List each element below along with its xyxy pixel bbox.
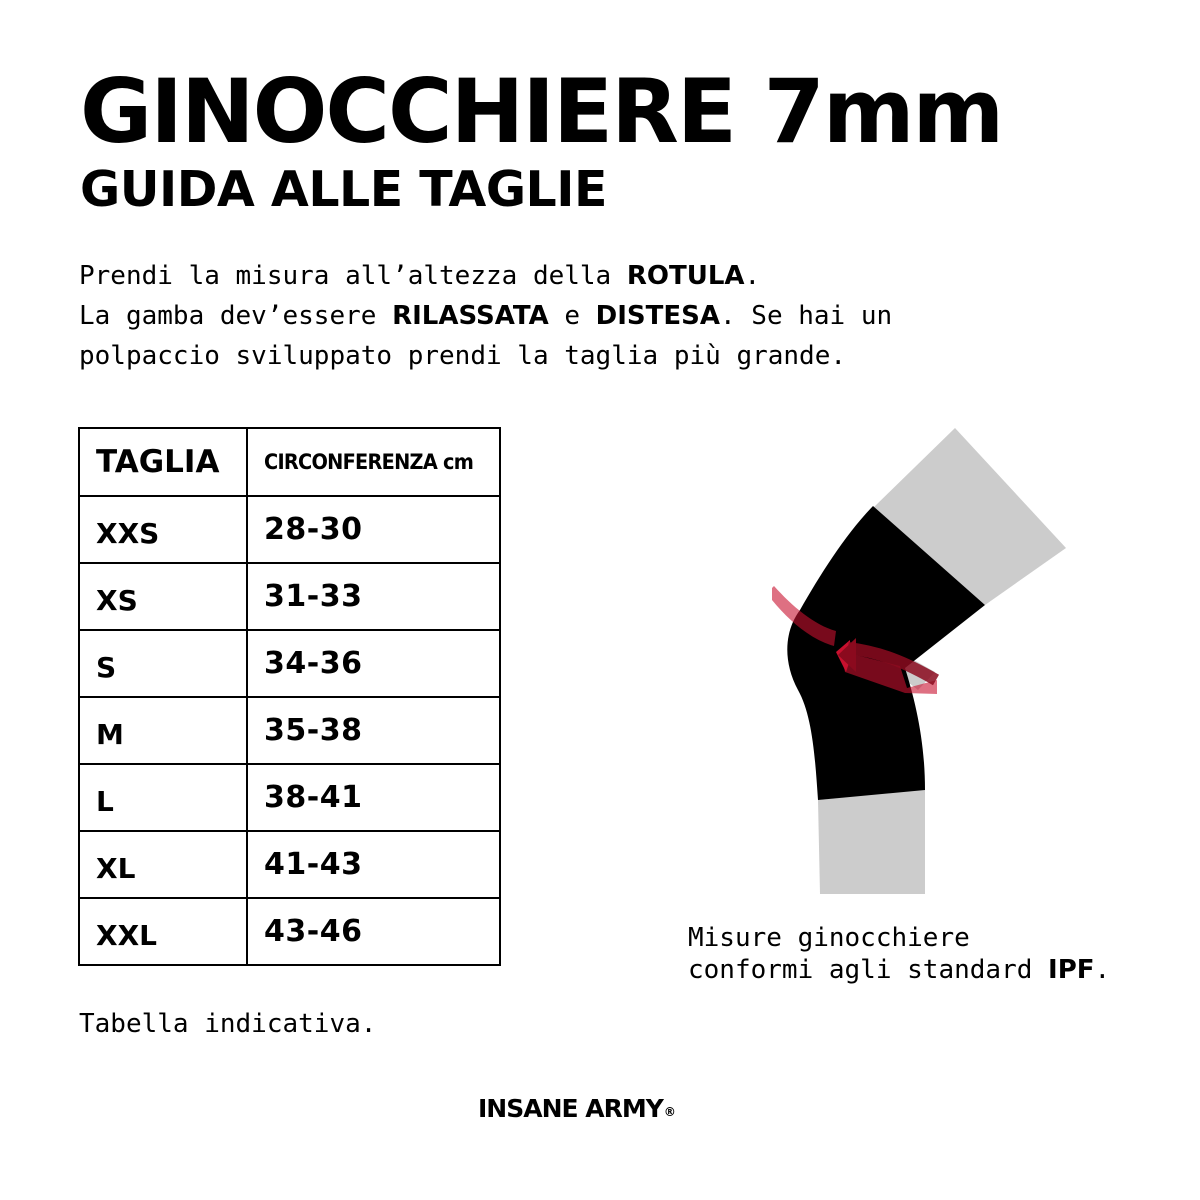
brand-logo: [478, 1094, 675, 1123]
caption-emphasis: IPF: [1048, 955, 1095, 985]
circumference-cell: 38-41: [247, 764, 500, 831]
page-subtitle: GUIDA ALLE TAGLIE: [80, 161, 607, 218]
header-size: TAGLIA: [79, 428, 247, 496]
caption-line-1: Misure ginocchiere: [688, 923, 970, 953]
size-cell: XS: [79, 563, 247, 630]
calf-shape: [818, 789, 925, 894]
table-row: [79, 898, 500, 965]
size-cell: L: [79, 764, 247, 831]
instruction-emphasis: ROTULA: [626, 261, 745, 291]
caption-line-2: [688, 954, 1110, 986]
circumference-cell: 43-46: [247, 898, 500, 965]
size-cell: XXL: [79, 898, 247, 965]
circumference-cell: 35-38: [247, 697, 500, 764]
ipf-caption: [688, 922, 1110, 986]
caption-text: .: [1094, 955, 1111, 985]
instruction-text: La gamba dev’essere: [79, 301, 393, 331]
caption-text: conformi agli standard: [688, 955, 1049, 985]
instruction-text: Prendi la misura all’altezza della: [79, 261, 627, 291]
size-cell: XL: [79, 831, 247, 898]
table-row: [79, 764, 500, 831]
circumference-cell: 41-43: [247, 831, 500, 898]
size-table: [78, 427, 501, 966]
knee-illustration: [740, 420, 1080, 900]
instruction-text: e: [548, 301, 596, 331]
instruction-text: . Se hai un: [719, 301, 893, 331]
table-row: [79, 831, 500, 898]
instruction-line-3: polpaccio sviluppato prendi la taglia più grande.: [79, 341, 847, 371]
size-cell: XXS: [79, 496, 247, 563]
registered-mark: ®: [663, 1105, 675, 1119]
instruction-emphasis: RILASSATA: [392, 301, 549, 331]
table-row: [79, 697, 500, 764]
circumference-cell: 31-33: [247, 563, 500, 630]
table-note: Tabella indicativa.: [79, 1009, 377, 1039]
page-title: GINOCCHIERE 7mm: [80, 60, 1003, 163]
instruction-line-1: [79, 256, 1139, 296]
instruction-line-2: [79, 296, 1139, 336]
table-row: [79, 563, 500, 630]
circumference-cell: 34-36: [247, 630, 500, 697]
measuring-instructions: [79, 256, 1139, 376]
size-cell: M: [79, 697, 247, 764]
table-header-row: [79, 428, 500, 496]
table-row: [79, 630, 500, 697]
table-row: [79, 496, 500, 563]
circumference-cell: 28-30: [247, 496, 500, 563]
brand-name: INSANE ARMY: [478, 1094, 663, 1123]
header-circumference: CIRCONFERENZA cm: [247, 428, 500, 496]
instruction-emphasis: DISTESA: [595, 301, 720, 331]
size-cell: S: [79, 630, 247, 697]
instruction-text: .: [744, 261, 761, 291]
